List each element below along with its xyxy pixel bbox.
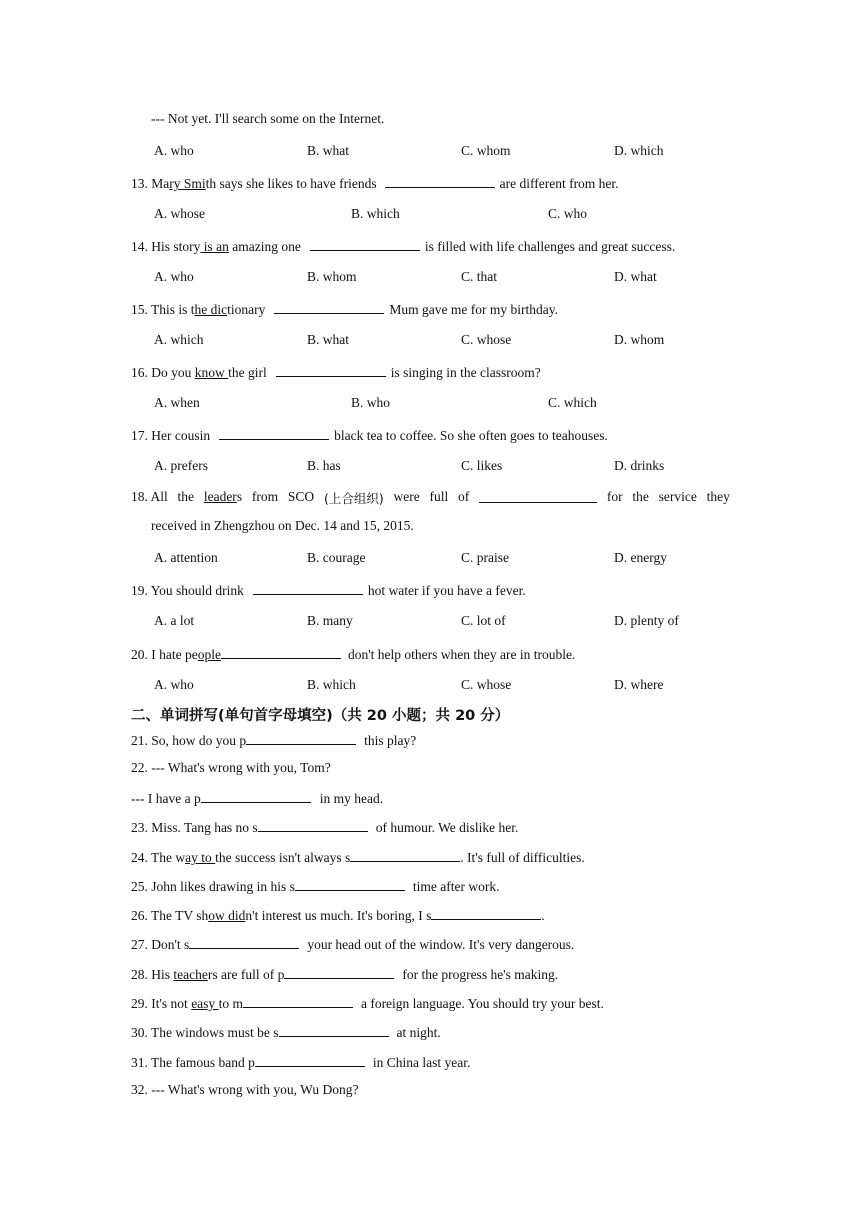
q18-options bbox=[154, 550, 794, 570]
question-21: 21. So, how do you p this play? bbox=[131, 733, 417, 748]
answer-blank[interactable] bbox=[350, 848, 460, 862]
answer-blank[interactable] bbox=[221, 645, 341, 659]
answer-blank[interactable] bbox=[295, 877, 405, 891]
answer-blank[interactable] bbox=[201, 789, 311, 803]
question-32: 32. --- What's wrong with you, Wu Dong? bbox=[131, 1082, 359, 1097]
option-c: C. whom bbox=[461, 143, 511, 158]
option-b: B. which bbox=[307, 677, 356, 692]
question-22-reply: --- I have a p in my head. bbox=[131, 791, 384, 806]
question-25: 25. John likes drawing in his s time after work. bbox=[131, 879, 500, 894]
answer-blank[interactable] bbox=[479, 489, 597, 503]
answer-blank[interactable] bbox=[284, 965, 394, 979]
option-c: C. who bbox=[548, 206, 588, 221]
question-31: 31. The famous band p in China last year. bbox=[131, 1055, 471, 1070]
option-b: B. what bbox=[307, 332, 349, 347]
question-16: 16. Do you know the girl is singing in the classroom? bbox=[131, 365, 541, 380]
question-27: 27. Don't s your head out of the window. It's very dangerous. bbox=[131, 937, 575, 952]
question-15: 15. This is the dictionary Mum gave me for my birthday. bbox=[131, 302, 558, 317]
answer-blank[interactable] bbox=[253, 581, 363, 595]
question-14: 14. His story is an amazing one is filled with life challenges and great success. bbox=[131, 239, 676, 254]
option-d: D. drinks bbox=[614, 458, 665, 473]
answer-blank[interactable] bbox=[279, 1023, 389, 1037]
option-a: A. when bbox=[154, 395, 200, 410]
answer-blank[interactable] bbox=[219, 426, 329, 440]
option-a: A. whose bbox=[154, 206, 205, 221]
option-b: B. what bbox=[307, 143, 349, 158]
q13-options bbox=[154, 206, 794, 226]
option-d: D. where bbox=[614, 677, 664, 692]
option-c: C. that bbox=[461, 269, 497, 284]
question-20: 20. I hate people don't help others when they are in trouble. bbox=[131, 647, 576, 662]
question-13: 13. Mary Smith says she likes to have friends are different from her. bbox=[131, 176, 619, 191]
q15-options bbox=[154, 332, 794, 352]
option-b: B. courage bbox=[307, 550, 366, 565]
answer-blank[interactable] bbox=[385, 174, 495, 188]
option-b: B. whom bbox=[307, 269, 357, 284]
q19-options bbox=[154, 613, 794, 633]
option-c: C. likes bbox=[461, 458, 503, 473]
answer-blank[interactable] bbox=[258, 818, 368, 832]
question-30: 30. The windows must be s at night. bbox=[131, 1025, 441, 1040]
option-b: B. which bbox=[351, 206, 400, 221]
option-a: A. a lot bbox=[154, 613, 195, 628]
option-a: A. who bbox=[154, 677, 194, 692]
option-c: C. lot of bbox=[461, 613, 506, 628]
question-23: 23. Miss. Tang has no s of humour. We dislike her. bbox=[131, 820, 519, 835]
option-d: D. what bbox=[614, 269, 657, 284]
option-c: C. whose bbox=[461, 677, 512, 692]
question-19: 19. You should drink hot water if you have a fever. bbox=[131, 583, 526, 598]
option-a: A. which bbox=[154, 332, 204, 347]
question-24: 24. The way to the success isn't always s . It's full of difficulties. bbox=[131, 850, 585, 865]
q16-options bbox=[154, 395, 794, 415]
answer-blank[interactable] bbox=[274, 300, 384, 314]
option-a: A. who bbox=[154, 269, 194, 284]
q14-options bbox=[154, 269, 794, 289]
section-2-heading: 二、单词拼写(单句首字母填空)（共 20 小题；共 20 分） bbox=[131, 708, 510, 724]
question-22: 22. --- What's wrong with you, Tom? bbox=[131, 760, 331, 775]
option-c: C. whose bbox=[461, 332, 512, 347]
answer-blank[interactable] bbox=[276, 363, 386, 377]
option-a: A. prefers bbox=[154, 458, 208, 473]
option-d: D. whom bbox=[614, 332, 665, 347]
option-b: B. who bbox=[351, 395, 391, 410]
q12-reply: --- Not yet. I'll search some on the Internet. bbox=[151, 111, 385, 126]
option-c: C. praise bbox=[461, 550, 509, 565]
option-b: B. has bbox=[307, 458, 341, 473]
answer-blank[interactable] bbox=[246, 731, 356, 745]
question-28: 28. His teachers are full of p for the progress he's making. bbox=[131, 967, 559, 982]
option-a: A. who bbox=[154, 143, 194, 158]
q17-options bbox=[154, 458, 794, 478]
answer-blank[interactable] bbox=[189, 935, 299, 949]
question-29: 29. It's not easy to m a foreign language. You should try your best. bbox=[131, 996, 604, 1011]
answer-blank[interactable] bbox=[243, 994, 353, 1008]
q12-options bbox=[154, 143, 794, 163]
question-26: 26. The TV show didn't interest us much. It's boring, I s . bbox=[131, 908, 545, 923]
question-17: 17. Her cousin black tea to coffee. So she often goes to teahouses. bbox=[131, 428, 608, 443]
option-a: A. attention bbox=[154, 550, 218, 565]
option-c: C. which bbox=[548, 395, 597, 410]
option-d: D. energy bbox=[614, 550, 667, 565]
question-18-line2: received in Zhengzhou on Dec. 14 and 15, 2015. bbox=[151, 518, 414, 533]
q20-options bbox=[154, 677, 794, 697]
answer-blank[interactable] bbox=[255, 1053, 365, 1067]
option-d: D. which bbox=[614, 143, 664, 158]
answer-blank[interactable] bbox=[310, 237, 420, 251]
answer-blank[interactable] bbox=[431, 906, 541, 920]
option-b: B. many bbox=[307, 613, 353, 628]
option-d: D. plenty of bbox=[614, 613, 679, 628]
question-18-line1: 18. All the leaders from SCO (上合组织) were full of for the service they bbox=[131, 489, 730, 506]
